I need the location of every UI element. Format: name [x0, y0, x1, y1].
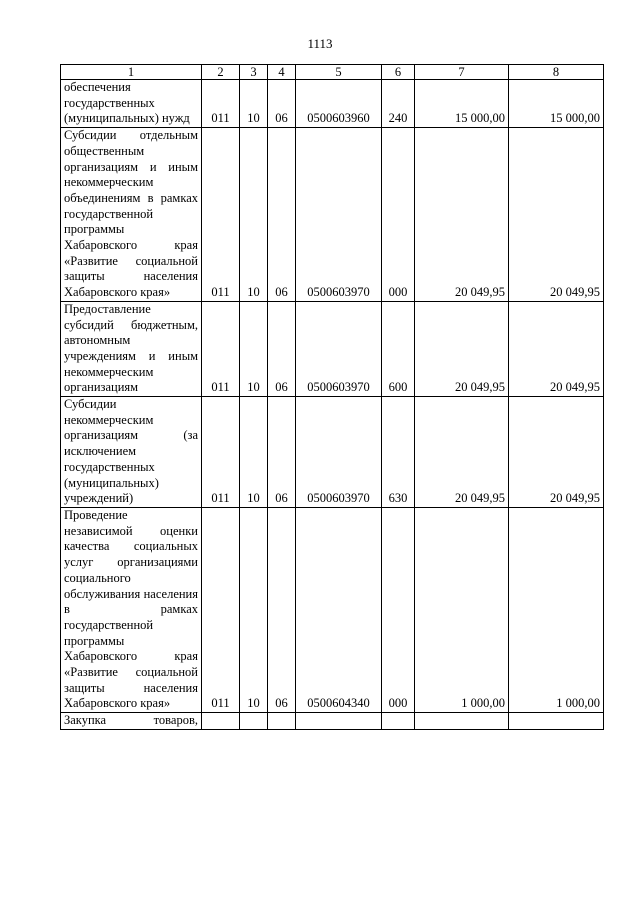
row-cell	[268, 713, 296, 730]
table-header-row	[61, 65, 604, 80]
header-cell: 4	[268, 65, 296, 80]
row-cell: 0500603970	[296, 397, 382, 508]
row-cell: 1 000,00	[415, 507, 509, 712]
row-cell: 0500603970	[296, 128, 382, 302]
page-number: 1113	[307, 36, 333, 51]
row-cell: 20 049,95	[509, 128, 604, 302]
row-cell: 1 000,00	[509, 507, 604, 712]
row-cell: 10	[240, 80, 268, 128]
row-cell: 011	[202, 80, 240, 128]
row-cell	[382, 713, 415, 730]
row-cell: 240	[382, 80, 415, 128]
row-cell: 20 049,95	[415, 397, 509, 508]
row-cell	[296, 713, 382, 730]
table-row	[61, 507, 604, 712]
row-cell: 000	[382, 128, 415, 302]
row-name-cell: Проведение независимой оценки качества социальных услуг организациями социального обслуживания населения в рамках государственной программы Хабаровского края «Развитие социальной защиты населения Хабаровского края»	[61, 507, 202, 712]
row-name-cell: Предоставление субсидий бюджетным, автономным учреждениям и иным некоммерческим организациям	[61, 301, 202, 396]
budget-table	[60, 64, 604, 730]
header-cell: 6	[382, 65, 415, 80]
row-cell: 011	[202, 301, 240, 396]
row-cell	[509, 713, 604, 730]
table-row	[61, 301, 604, 396]
row-cell	[415, 713, 509, 730]
row-cell: 10	[240, 397, 268, 508]
header-cell: 3	[240, 65, 268, 80]
row-cell: 011	[202, 128, 240, 302]
row-cell: 011	[202, 507, 240, 712]
row-cell: 20 049,95	[415, 301, 509, 396]
row-cell: 000	[382, 507, 415, 712]
row-cell: 0500603960	[296, 80, 382, 128]
row-cell: 20 049,95	[509, 397, 604, 508]
row-name-cell: Субсидии отдельным общественным организациям и иным некоммерческим объединениям в рамках государственной программы Хабаровского края «Развитие социальной защиты населения Хабаровского края»	[61, 128, 202, 302]
row-cell: 06	[268, 128, 296, 302]
row-cell: 0500604340	[296, 507, 382, 712]
row-cell: 15 000,00	[509, 80, 604, 128]
table-row	[61, 80, 604, 128]
row-cell: 15 000,00	[415, 80, 509, 128]
header-cell: 2	[202, 65, 240, 80]
row-cell: 600	[382, 301, 415, 396]
table-row	[61, 397, 604, 508]
row-name-cell: обеспечения государственных (муниципальных) нужд	[61, 80, 202, 128]
header-cell: 1	[61, 65, 202, 80]
row-cell: 06	[268, 301, 296, 396]
row-name-cell: Субсидии некоммерческим организациям (за исключением государственных (муниципальных) учреждений)	[61, 397, 202, 508]
row-cell: 06	[268, 507, 296, 712]
row-cell: 011	[202, 397, 240, 508]
row-cell: 10	[240, 301, 268, 396]
row-cell: 0500603970	[296, 301, 382, 396]
header-cell: 7	[415, 65, 509, 80]
row-cell: 20 049,95	[509, 301, 604, 396]
row-cell: 10	[240, 507, 268, 712]
header-cell: 5	[296, 65, 382, 80]
row-name-cell: Закупка товаров,	[61, 713, 202, 730]
table-row	[61, 713, 604, 730]
row-cell: 630	[382, 397, 415, 508]
row-cell: 06	[268, 397, 296, 508]
row-cell: 06	[268, 80, 296, 128]
table-row	[61, 128, 604, 302]
row-cell: 20 049,95	[415, 128, 509, 302]
header-cell: 8	[509, 65, 604, 80]
row-cell: 10	[240, 128, 268, 302]
row-cell	[240, 713, 268, 730]
row-cell	[202, 713, 240, 730]
